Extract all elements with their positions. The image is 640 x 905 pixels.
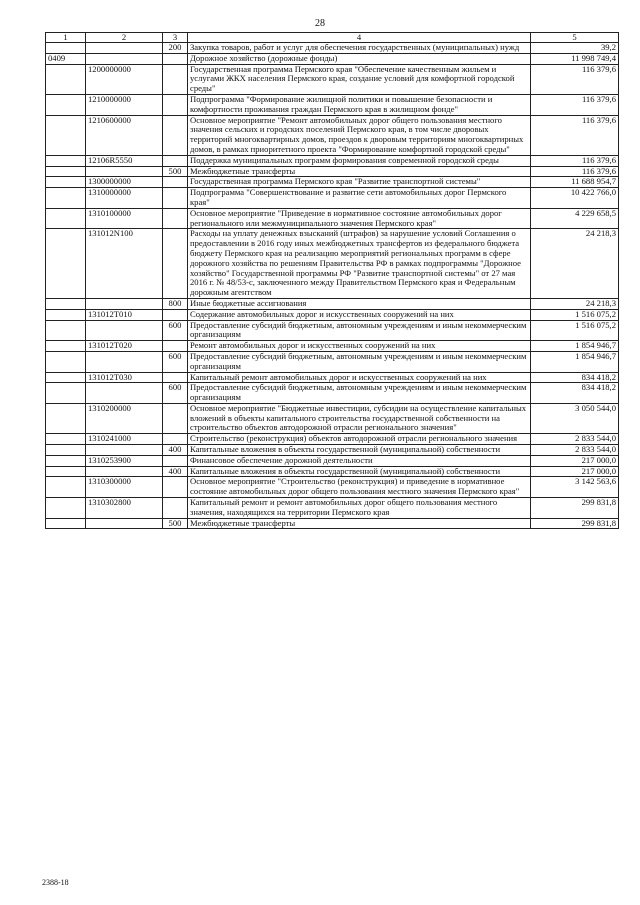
table-row	[46, 320, 619, 341]
table-body	[46, 43, 619, 529]
expense-type-cell	[163, 477, 188, 498]
expense-type-cell: 600	[163, 320, 188, 341]
section-cell	[46, 341, 86, 352]
expense-type-cell	[163, 53, 188, 64]
table-row	[46, 498, 619, 519]
amount-cell: 299 831,8	[531, 498, 619, 519]
target-code-cell	[86, 43, 163, 54]
expense-type-cell: 800	[163, 298, 188, 309]
amount-cell: 1 854 946,7	[531, 351, 619, 372]
name-cell: Межбюджетные трансферты	[188, 518, 531, 529]
section-cell	[46, 466, 86, 477]
target-code-cell	[86, 320, 163, 341]
name-cell: Финансовое обеспечение дорожной деятельности	[188, 455, 531, 466]
expense-type-cell: 400	[163, 466, 188, 477]
amount-cell: 39,2	[531, 43, 619, 54]
table-row	[46, 434, 619, 445]
target-code-cell: 1310253900	[86, 455, 163, 466]
name-cell: Предоставление субсидий бюджетным, автономным учреждениям и иным некоммерческим организациям	[188, 383, 531, 404]
section-cell	[46, 518, 86, 529]
amount-cell: 116 379,6	[531, 64, 619, 94]
column-header: 2	[86, 33, 163, 43]
amount-cell: 116 379,6	[531, 155, 619, 166]
expense-type-cell	[163, 229, 188, 299]
table-row	[46, 155, 619, 166]
target-code-cell: 1310100000	[86, 208, 163, 229]
table-row	[46, 341, 619, 352]
amount-cell: 10 422 766,0	[531, 188, 619, 209]
amount-cell: 116 379,6	[531, 115, 619, 155]
expense-type-cell: 600	[163, 351, 188, 372]
target-code-cell: 1310200000	[86, 403, 163, 433]
section-cell	[46, 64, 86, 94]
table-row	[46, 477, 619, 498]
expense-type-cell	[163, 188, 188, 209]
target-code-cell: 1210000000	[86, 94, 163, 115]
target-code-cell: 1310300000	[86, 477, 163, 498]
section-cell: 0409	[46, 53, 86, 64]
target-code-cell	[86, 445, 163, 456]
section-cell	[46, 351, 86, 372]
name-cell: Дорожное хозяйство (дорожные фонды)	[188, 53, 531, 64]
amount-cell: 24 218,3	[531, 298, 619, 309]
name-cell: Подпрограмма "Формирование жилищной политики и повышение безопасности и комфортности проживания граждан Пермского края в жилищном фонде"	[188, 94, 531, 115]
section-cell	[46, 229, 86, 299]
table-row	[46, 403, 619, 433]
table-row	[46, 208, 619, 229]
target-code-cell	[86, 466, 163, 477]
name-cell: Основное мероприятие "Ремонт автомобильных дорог общего пользования местного значения сельских и городских поселений Пермского края, в том числе дворовых территорий многоквартирных домов, проездов к дворовым территориям многоквартирных домов, в рамках приоритетного проекта "Формирование комфортной городской среды"	[188, 115, 531, 155]
section-cell	[46, 177, 86, 188]
amount-cell: 1 854 946,7	[531, 341, 619, 352]
expense-type-cell	[163, 309, 188, 320]
amount-cell: 116 379,6	[531, 94, 619, 115]
target-code-cell: 1300000000	[86, 177, 163, 188]
amount-cell: 3 142 563,6	[531, 477, 619, 498]
name-cell: Закупка товаров, работ и услуг для обеспечения государственных (муниципальных) нужд	[188, 43, 531, 54]
name-cell: Капитальные вложения в объекты государственной (муниципальной) собственности	[188, 466, 531, 477]
section-cell	[46, 298, 86, 309]
name-cell: Государственная программа Пермского края "Развитие транспортной системы"	[188, 177, 531, 188]
column-header: 4	[188, 33, 531, 43]
section-cell	[46, 445, 86, 456]
expense-type-cell: 200	[163, 43, 188, 54]
target-code-cell	[86, 351, 163, 372]
expense-type-cell	[163, 208, 188, 229]
section-cell	[46, 498, 86, 519]
expense-type-cell	[163, 403, 188, 433]
table-row	[46, 188, 619, 209]
amount-cell: 299 831,8	[531, 518, 619, 529]
column-number-row	[46, 33, 619, 43]
section-cell	[46, 477, 86, 498]
amount-cell: 2 833 544,0	[531, 445, 619, 456]
expense-type-cell	[163, 64, 188, 94]
target-code-cell: 131012N100	[86, 229, 163, 299]
table-row	[46, 53, 619, 64]
amount-cell: 834 418,2	[531, 383, 619, 404]
table-row	[46, 309, 619, 320]
column-header: 5	[531, 33, 619, 43]
target-code-cell: 131012Т010	[86, 309, 163, 320]
name-cell: Содержание автомобильных дорог и искусственных сооружений на них	[188, 309, 531, 320]
section-cell	[46, 372, 86, 383]
amount-cell: 3 050 544,0	[531, 403, 619, 433]
amount-cell: 11 998 749,4	[531, 53, 619, 64]
name-cell: Капитальный ремонт автомобильных дорог и искусственных сооружений на них	[188, 372, 531, 383]
target-code-cell: 131012Т020	[86, 341, 163, 352]
table-row	[46, 466, 619, 477]
page-number: 28	[315, 18, 325, 29]
amount-cell: 217 000,0	[531, 455, 619, 466]
name-cell: Расходы на уплату денежных взысканий (штрафов) за нарушение условий Соглашения о предоставлении в 2016 году иных межбюджетных трансфертов из федерального бюджета бюджету Пермского края на реализацию мероприятий региональных программ в сфере дорожного хозяйства по решениям Правительства РФ в рамках подпрограммы "Дорожное хозяйство" Государственной программы РФ "Развитие транспортной системы" от 27 мая 2016 г. № 48/53-с, заключенного между Правительством Пермского края и Федеральным дорожным агентством	[188, 229, 531, 299]
table-row	[46, 445, 619, 456]
name-cell: Капитальные вложения в объекты государственной (муниципальной) собственности	[188, 445, 531, 456]
target-code-cell: 1200000000	[86, 64, 163, 94]
target-code-cell	[86, 518, 163, 529]
name-cell: Строительство (реконструкция) объектов автодорожной отрасли регионального значения	[188, 434, 531, 445]
amount-cell: 834 418,2	[531, 372, 619, 383]
table-row	[46, 115, 619, 155]
name-cell: Основное мероприятие "Приведение в нормативное состояние автомобильных дорог регионального или межмуниципального значения Пермского края"	[188, 208, 531, 229]
table-row	[46, 64, 619, 94]
amount-cell: 1 516 075,2	[531, 309, 619, 320]
expense-type-cell: 600	[163, 383, 188, 404]
section-cell	[46, 320, 86, 341]
name-cell: Основное мероприятие "Бюджетные инвестиции, субсидии на осуществление капитальных вложений в объекты капитального строительства государственной собственности на строительство объектов автодорожной отрасли регионального значения"	[188, 403, 531, 433]
section-cell	[46, 309, 86, 320]
name-cell: Ремонт автомобильных дорог и искусственных сооружений на них	[188, 341, 531, 352]
target-code-cell: 1310241000	[86, 434, 163, 445]
expense-type-cell: 400	[163, 445, 188, 456]
column-header: 1	[46, 33, 86, 43]
expense-type-cell: 500	[163, 166, 188, 177]
table-row	[46, 177, 619, 188]
name-cell: Подпрограмма "Совершенствование и развитие сети автомобильных дорог Пермского края"	[188, 188, 531, 209]
name-cell: Поддержка муниципальных программ формирования современной городской среды	[188, 155, 531, 166]
table-row	[46, 94, 619, 115]
section-cell	[46, 188, 86, 209]
table-row	[46, 455, 619, 466]
expense-type-cell	[163, 341, 188, 352]
target-code-cell: 12106R5550	[86, 155, 163, 166]
expense-type-cell	[163, 372, 188, 383]
name-cell: Иные бюджетные ассигнования	[188, 298, 531, 309]
expense-type-cell: 500	[163, 518, 188, 529]
target-code-cell	[86, 166, 163, 177]
target-code-cell: 1210600000	[86, 115, 163, 155]
target-code-cell	[86, 298, 163, 309]
target-code-cell: 1310000000	[86, 188, 163, 209]
section-cell	[46, 166, 86, 177]
amount-cell: 1 516 075,2	[531, 320, 619, 341]
target-code-cell	[86, 383, 163, 404]
section-cell	[46, 115, 86, 155]
section-cell	[46, 455, 86, 466]
table-row	[46, 518, 619, 529]
target-code-cell: 1310302800	[86, 498, 163, 519]
expense-type-cell	[163, 455, 188, 466]
name-cell: Капитальный ремонт и ремонт автомобильных дорог общего пользования местного значения, находящихся на территории Пермского края	[188, 498, 531, 519]
footer-code: 2388-18	[42, 878, 69, 887]
table-row	[46, 383, 619, 404]
expense-type-cell	[163, 177, 188, 188]
expense-type-cell	[163, 498, 188, 519]
name-cell: Предоставление субсидий бюджетным, автономным учреждениям и иным некоммерческим организациям	[188, 351, 531, 372]
section-cell	[46, 383, 86, 404]
target-code-cell	[86, 53, 163, 64]
amount-cell: 217 000,0	[531, 466, 619, 477]
section-cell	[46, 403, 86, 433]
expense-type-cell	[163, 434, 188, 445]
expense-type-cell	[163, 115, 188, 155]
amount-cell: 4 229 658,5	[531, 208, 619, 229]
amount-cell: 2 833 544,0	[531, 434, 619, 445]
name-cell: Межбюджетные трансферты	[188, 166, 531, 177]
table-row	[46, 43, 619, 54]
name-cell: Государственная программа Пермского края "Обеспечение качественным жильем и услугами ЖКХ населения Пермского края, создание условий для комфортной городской среды"	[188, 64, 531, 94]
section-cell	[46, 43, 86, 54]
section-cell	[46, 94, 86, 115]
target-code-cell: 131012Т030	[86, 372, 163, 383]
amount-cell: 116 379,6	[531, 166, 619, 177]
amount-cell: 24 218,3	[531, 229, 619, 299]
amount-cell: 11 688 954,7	[531, 177, 619, 188]
section-cell	[46, 434, 86, 445]
section-cell	[46, 155, 86, 166]
name-cell: Предоставление субсидий бюджетным, автономным учреждениям и иным некоммерческим организациям	[188, 320, 531, 341]
column-header: 3	[163, 33, 188, 43]
section-cell	[46, 208, 86, 229]
table-row	[46, 166, 619, 177]
expense-type-cell	[163, 94, 188, 115]
table-row	[46, 372, 619, 383]
expense-type-cell	[163, 155, 188, 166]
table-row	[46, 298, 619, 309]
budget-table	[45, 32, 619, 529]
table-row	[46, 229, 619, 299]
table-row	[46, 351, 619, 372]
name-cell: Основное мероприятие "Строительство (реконструкция) и приведение в нормативное состояние автомобильных дорог общего пользования местного значения Пермского края"	[188, 477, 531, 498]
